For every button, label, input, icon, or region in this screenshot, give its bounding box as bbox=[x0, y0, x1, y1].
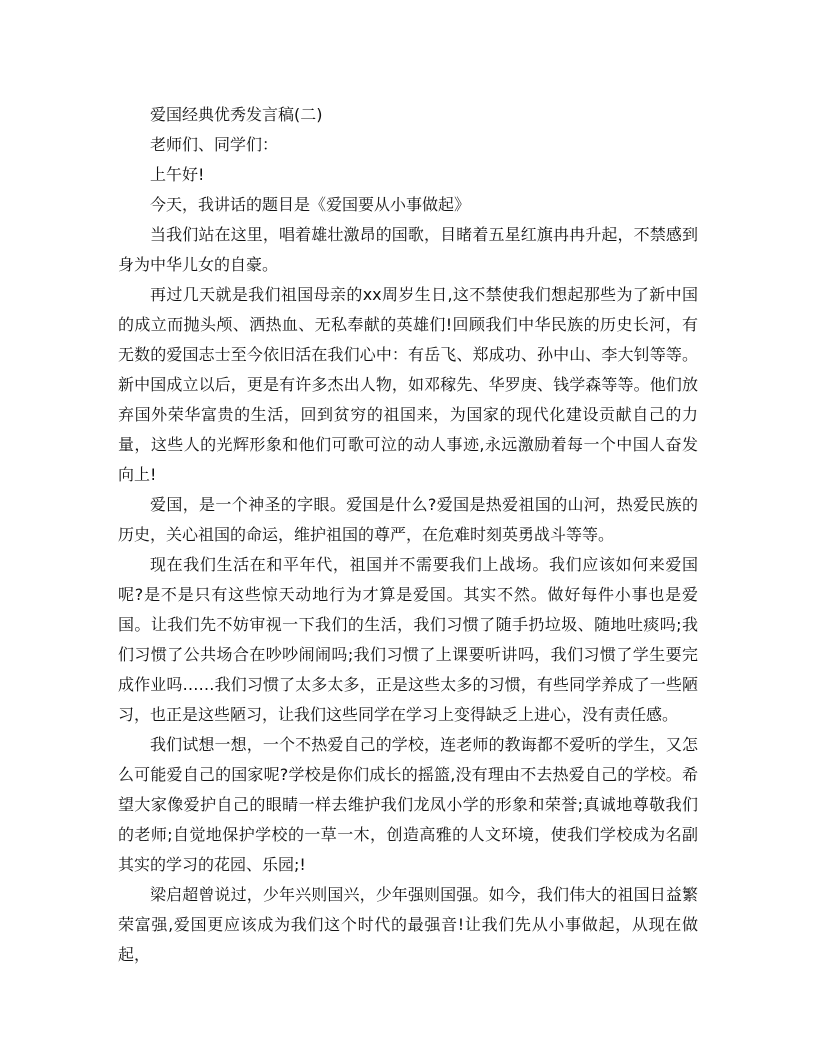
paragraph: 现在我们生活在和平年代，祖国并不需要我们上战场。我们应该如何来爱国呢?是不是只有这些惊天动地行为才算是爱国。其实不然。做好每件小事也是爱国。让我们先不妨审视一下我们的生活，我们习惯了随手扔垃圾、随地吐痰吗;我们习惯了公共场合在吵吵闹闹吗;我们习惯了上课要听讲吗，我们习惯了学生要完成作业吗……我们习惯了太多太多，正是这些太多的习惯，有些同学养成了一些陋习，也正是这些陋习，让我们这些同学在学习上变得缺乏上进心，没有责任感。 bbox=[118, 555, 698, 724]
document-title: 爱国经典优秀发言稿(二) bbox=[150, 105, 323, 124]
document-body bbox=[118, 100, 698, 970]
paragraph: 当我们站在这里，唱着雄壮激昂的国歌，目睹着五星红旗冉冉升起，不禁感到身为中华儿女的自豪。 bbox=[118, 225, 698, 274]
paragraph: 梁启超曾说过，少年兴则国兴，少年强则国强。如今，我们伟大的祖国日益繁荣富强,爱国更应该成为我们这个时代的最强音!让我们先从小事做起，从现在做起， bbox=[118, 885, 698, 964]
speech-topic: 今天，我讲话的题目是《爱国要从小事做起》 bbox=[150, 195, 471, 214]
paragraph: 我们试想一想，一个不热爱自己的学校，连老师的教诲都不爱听的学生，又怎么可能爱自己的国家呢?学校是你们成长的摇篮,没有理由不去热爱自己的学校。希望大家像爱护自己的眼睛一样去维护我们龙凤小学的形象和荣誉;真诚地尊敬我们的老师;自觉地保护学校的一草一木，创造高雅的人文环境，使我们学校成为名副其实的学习的花园、乐园;! bbox=[118, 735, 698, 874]
salutation: 老师们、同学们： bbox=[150, 135, 279, 154]
paragraph: 爱国，是一个神圣的字眼。爱国是什么?爱国是热爱祖国的山河，热爱民族的历史，关心祖国的命运，维护祖国的尊严，在危难时刻英勇战斗等等。 bbox=[118, 495, 698, 544]
greeting: 上午好! bbox=[150, 165, 205, 184]
paragraph: 再过几天就是我们祖国母亲的xx周岁生日,这不禁使我们想起那些为了新中国的成立而抛头颅、洒热血、无私奉献的英雄们!回顾我们中华民族的历史长河，有无数的爱国志士至今依旧活在我们心中：有岳飞、郑成功、孙中山、李大钊等等。新中国成立以后，更是有许多杰出人物，如邓稼先、华罗庚、钱学森等等。他们放弃国外荣华富贵的生活，回到贫穷的祖国来，为国家的现代化建设贡献自己的力量，这些人的光辉形象和他们可歌可泣的动人事迹,永远激励着每一个中国人奋发向上! bbox=[118, 285, 698, 484]
